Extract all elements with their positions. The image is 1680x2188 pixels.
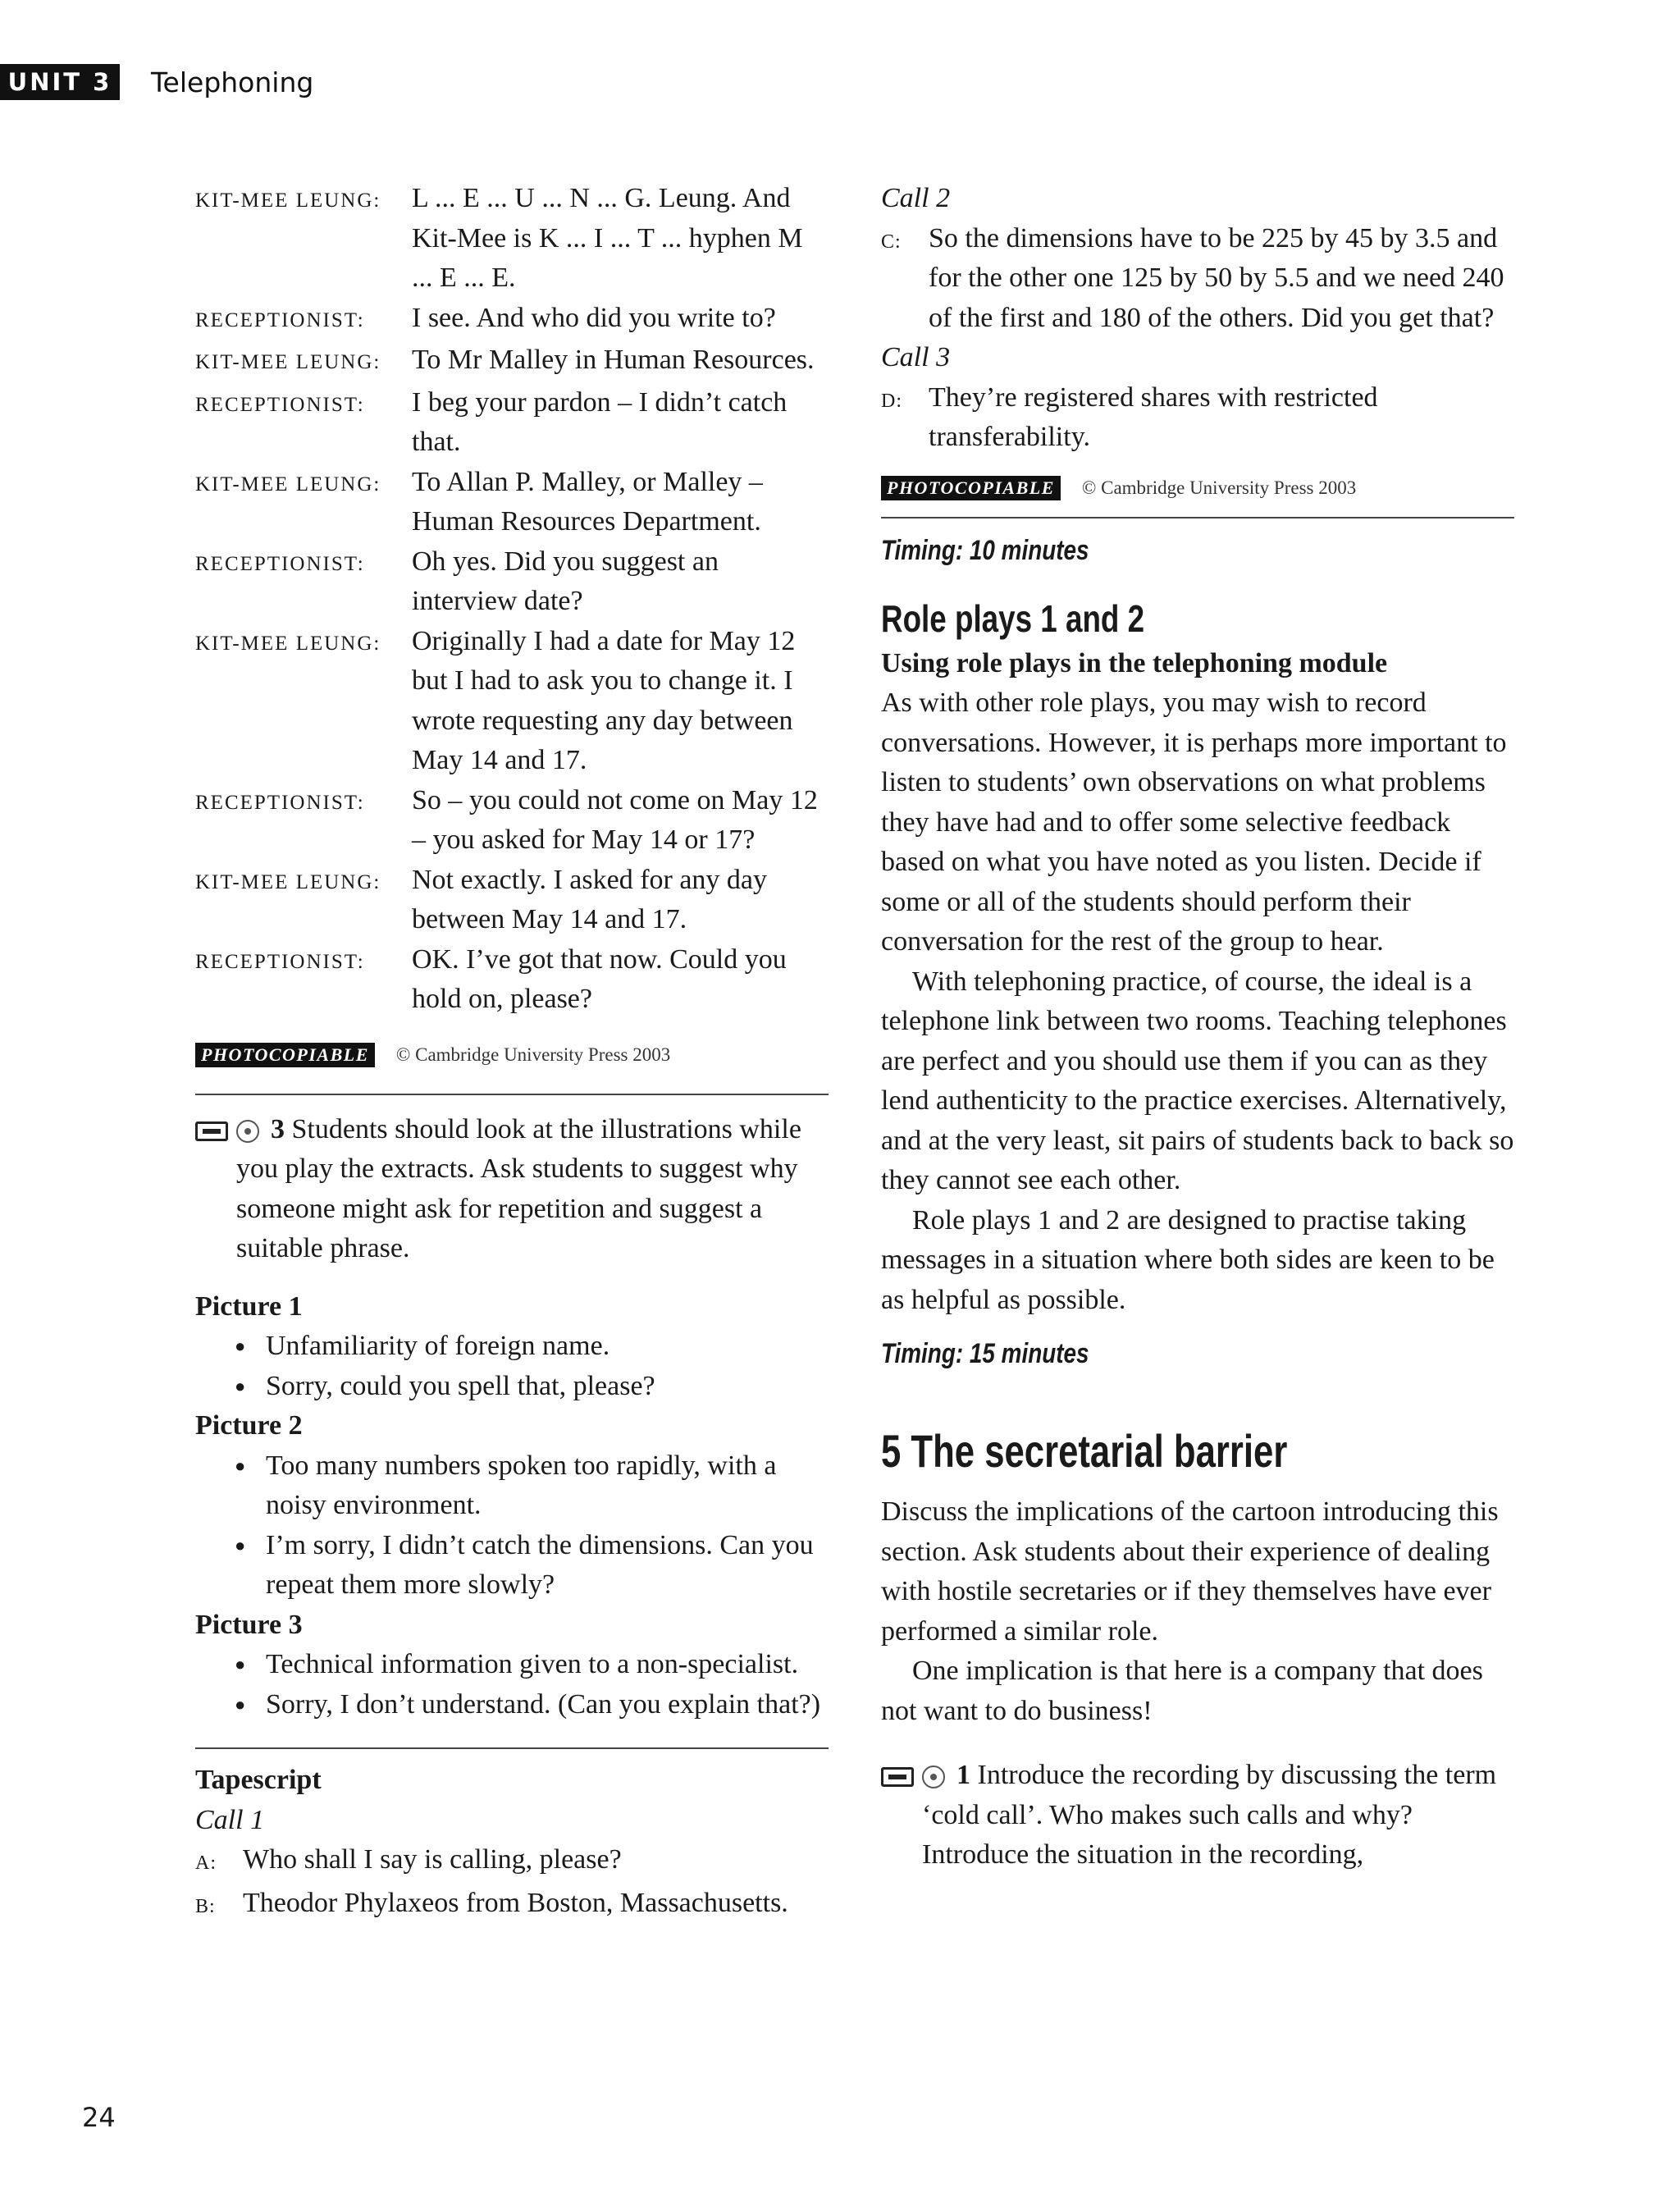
script-line: They’re registered shares with restricted transferability. xyxy=(929,381,1378,452)
cd-icon xyxy=(922,1765,945,1788)
roleplays-subheading: Using role plays in the telephoning module xyxy=(881,647,1388,678)
unit-title: Telephoning xyxy=(151,66,314,98)
left-column xyxy=(195,179,829,1926)
section-paragraph: Discuss the implications of the cartoon introducing this section. Ask students about their experience of dealing with hostile secretaries or if they themselves have ever performed a similar role. xyxy=(881,1496,1499,1647)
speaker-label: RECEPTIONIST: xyxy=(195,308,365,331)
unit-header xyxy=(0,64,313,100)
list-item: ● I’m sorry, I didn’t catch the dimensions. Can you repeat them more slowly? xyxy=(235,1526,829,1606)
speaker-label: KIT-MEE LEUNG: xyxy=(195,351,381,373)
cassette-icon xyxy=(881,1767,914,1787)
section-heading: 5 The secretarial barrier xyxy=(881,1425,1288,1477)
exercise-number: 3 xyxy=(271,1113,285,1144)
call-label: Call 3 xyxy=(881,342,951,372)
dialogue-line: I beg your pardon – I didn’t catch that. xyxy=(412,386,788,457)
section-5-heading-wrap xyxy=(881,1424,1514,1478)
exercise-number: 1 xyxy=(956,1760,970,1790)
divider xyxy=(195,1747,829,1749)
divider xyxy=(881,517,1514,518)
dialogue-line: L ... E ... U ... N ... G. Leung. And Kit-Mee is K ... I ... T ... hyphen M ... E ... E. xyxy=(412,183,803,293)
photocopiable-line xyxy=(195,1043,829,1067)
roleplays-paragraph: As with other role plays, you may wish to record conversations. However, it is perhaps more important to listen to students’ own observations on what problems they have had and to offer some selective feedback based on what you have noted as you listen. Decide if some or all of the students should perform their conversation for the rest of the group to hear. xyxy=(881,687,1507,957)
audio-icons xyxy=(195,1120,259,1143)
photocopiable-line xyxy=(881,476,1514,500)
speaker-label: KIT-MEE LEUNG: xyxy=(195,473,381,496)
tapescript-heading: Tapescript xyxy=(195,1765,322,1795)
cd-icon xyxy=(236,1120,259,1143)
roleplays-paragraph: With telephoning practice, of course, the ideal is a telephone link between two rooms. Teaching telephones are perfect and you should use them if you can as they lend authenticity to the practice exercises. Alternatively, and at the very least, sit pairs of students back to back so they cannot see each other. xyxy=(881,966,1514,1195)
photocopiable-badge: PHOTOCOPIABLE xyxy=(881,476,1061,500)
timing-text: Timing: 10 minutes xyxy=(881,534,1089,566)
divider xyxy=(195,1094,829,1095)
speaker-label: KIT-MEE LEUNG: xyxy=(195,632,381,655)
list-item: ● Unfamiliarity of foreign name. xyxy=(235,1327,829,1367)
exercise-text: Introduce the recording by discussing the term ‘cold call’. Who makes such calls and why? Introduce the situation in the recording, xyxy=(922,1760,1497,1870)
exercise-text: Students should look at the illustrations while you play the extracts. Ask students to suggest why someone might ask for repetition and suggest a suitable phrase. xyxy=(236,1113,801,1263)
call-label: Call 2 xyxy=(881,183,951,213)
dialogue-line: So – you could not come on May 12 – you asked for May 14 or 17? xyxy=(412,784,818,855)
roleplays-heading: Role plays 1 and 2 xyxy=(881,596,1145,640)
unit-badge: UNIT 3 xyxy=(0,64,120,100)
exercise-1 xyxy=(881,1756,1514,1875)
speaker-label: RECEPTIONIST: xyxy=(195,552,365,575)
roleplays-paragraph: Role plays 1 and 2 are designed to practise taking messages in a situation where both sides are keen to be as helpful as possible. xyxy=(881,1204,1495,1315)
speaker-label: RECEPTIONIST: xyxy=(195,393,365,416)
audio-icons xyxy=(881,1765,945,1788)
picture-title: Picture 2 xyxy=(195,1410,303,1441)
timing-1 xyxy=(881,535,1514,567)
script-line: Who shall I say is calling, please? xyxy=(243,1844,622,1875)
copyright-text: © Cambridge University Press 2003 xyxy=(1081,477,1357,498)
timing-text: Timing: 15 minutes xyxy=(881,1338,1089,1369)
pictures-list xyxy=(195,1287,829,1725)
dialogue-line: To Allan P. Malley, or Malley – Human Resources Department. xyxy=(412,466,763,537)
script-line: So the dimensions have to be 225 by 45 by 3.5 and for the other one 125 by 50 by 5.5 and we need 240 of the first and 180 of the others. Did you get that? xyxy=(929,222,1504,333)
timing-2 xyxy=(881,1338,1514,1370)
speaker-label: A: xyxy=(195,1852,217,1874)
speaker-label: RECEPTIONIST: xyxy=(195,950,365,973)
dialogue xyxy=(195,179,829,1020)
dialogue-line: Not exactly. I asked for any day between May 14 and 17. xyxy=(412,864,768,934)
tapescript-call-1 xyxy=(195,1840,829,1926)
script-line: Theodor Phylaxeos from Boston, Massachusetts. xyxy=(243,1887,788,1918)
cassette-icon xyxy=(195,1121,228,1141)
copyright-text: © Cambridge University Press 2003 xyxy=(395,1044,671,1065)
exercise-3 xyxy=(195,1110,829,1269)
dialogue-line: Originally I had a date for May 12 but I had to ask you to change it. I wrote requesting any day between May 14 and 17. xyxy=(412,625,796,775)
dialogue-line: I see. And who did you write to? xyxy=(412,302,776,333)
call-label: Call 1 xyxy=(195,1804,265,1835)
list-item: ● Sorry, I don’t understand. (Can you explain that?) xyxy=(235,1685,829,1725)
picture-title: Picture 1 xyxy=(195,1290,303,1322)
right-column xyxy=(881,179,1514,1875)
tapescript-call-3 xyxy=(881,378,1514,458)
speaker-label: RECEPTIONIST: xyxy=(195,791,365,814)
roleplays-heading-wrap xyxy=(881,596,1514,641)
dialogue-line: OK. I’ve got that now. Could you hold on, please? xyxy=(412,943,787,1014)
speaker-label: B: xyxy=(195,1895,216,1917)
speaker-label: KIT-MEE LEUNG: xyxy=(195,190,381,212)
picture-title: Picture 3 xyxy=(195,1609,303,1640)
speaker-label: D: xyxy=(881,390,902,412)
speaker-label: KIT-MEE LEUNG: xyxy=(195,870,381,893)
dialogue-line: To Mr Malley in Human Resources. xyxy=(412,345,815,375)
list-item: ● Technical information given to a non-specialist. xyxy=(235,1645,829,1685)
dialogue-line: Oh yes. Did you suggest an interview date? xyxy=(412,546,719,616)
tapescript-call-2 xyxy=(881,219,1514,339)
section-paragraph: One implication is that here is a company that does not want to do business! xyxy=(881,1656,1483,1726)
page-number: 24 xyxy=(82,2102,116,2133)
list-item: ● Sorry, could you spell that, please? xyxy=(235,1367,829,1407)
speaker-label: C: xyxy=(881,231,902,253)
photocopiable-badge: PHOTOCOPIABLE xyxy=(195,1043,375,1067)
list-item: ● Too many numbers spoken too rapidly, with a noisy environment. xyxy=(235,1446,829,1526)
